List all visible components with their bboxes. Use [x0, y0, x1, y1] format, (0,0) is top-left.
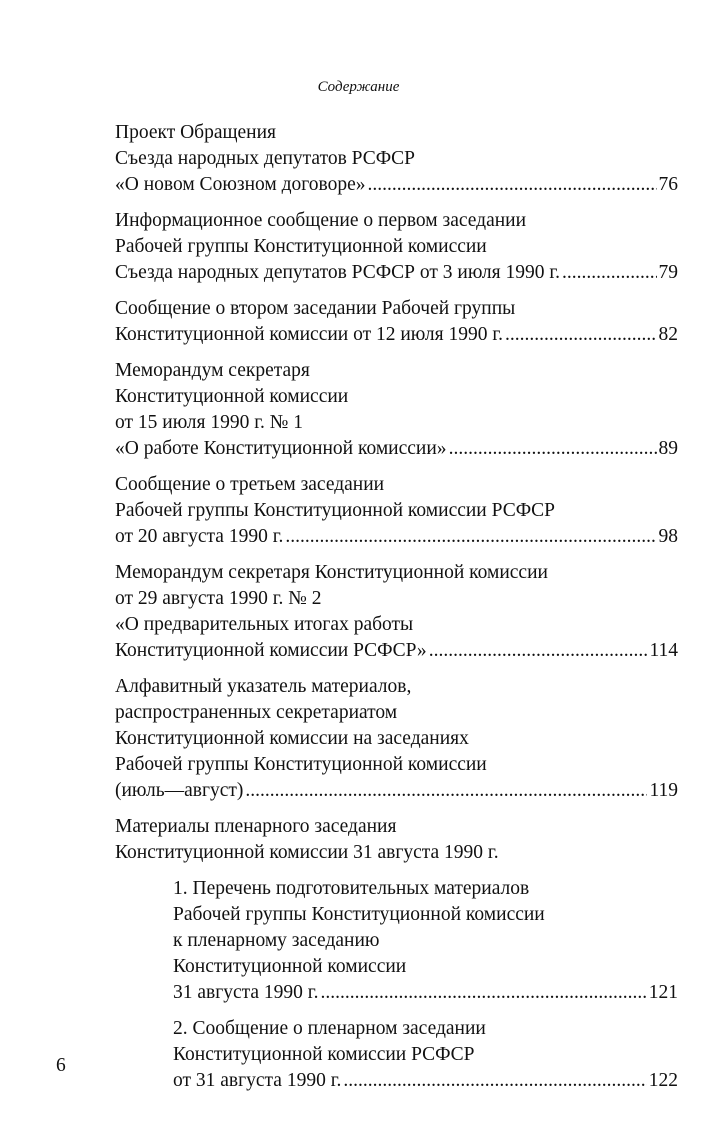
toc-entry — [115, 560, 678, 664]
entry-leader-line — [115, 778, 678, 804]
entry-line: 1. Перечень подготовительных материалов — [173, 878, 530, 899]
entry-page-number: 89 — [658, 438, 678, 459]
dot-leader — [505, 322, 656, 348]
entry-line: от 31 августа 1990 г. — [173, 1070, 342, 1091]
entry-line: Меморандум секретаря — [115, 360, 310, 381]
entry-leader-line — [115, 436, 678, 462]
entry-line: Сообщение о втором заседании Рабочей группы — [115, 298, 516, 319]
toc-subentry — [173, 876, 678, 1006]
dot-leader — [429, 638, 648, 664]
entry-line: Алфавитный указатель материалов, — [115, 676, 412, 697]
entry-leader-line — [115, 172, 678, 198]
entry-line: «О новом Союзном договоре» — [115, 174, 366, 195]
toc-entry — [115, 208, 678, 286]
entry-leader-line — [115, 260, 678, 286]
dot-leader — [343, 1068, 646, 1094]
entry-line: распространенных секретариатом — [115, 702, 398, 723]
entry-line: Съезда народных депутатов РСФСР от 3 июля 1990 г. — [115, 262, 561, 283]
toc-entry — [115, 120, 678, 198]
entry-leader-line — [173, 1068, 678, 1094]
entry-line: Конституционной комиссии — [115, 386, 349, 407]
entry-page-number: 121 — [648, 982, 678, 1003]
entry-page-number: 98 — [658, 526, 678, 547]
toc-entry — [115, 472, 678, 550]
entry-line: «О предварительных итогах работы — [115, 614, 414, 635]
dot-leader — [368, 172, 657, 198]
entry-line: Материалы пленарного заседания — [115, 816, 397, 837]
entry-line: «О работе Конституционной комиссии» — [115, 438, 447, 459]
entry-line: Сообщение о третьем заседании — [115, 474, 385, 495]
entry-line: Конституционной комиссии РСФСР — [173, 1044, 475, 1065]
entry-leader-line — [115, 638, 678, 664]
entry-line: Конституционной комиссии 31 августа 1990 г. — [115, 842, 499, 863]
entry-leader-line — [115, 524, 678, 550]
entry-line: Рабочей группы Конституционной комиссии — [173, 904, 545, 925]
entry-line: Конституционной комиссии РСФСР» — [115, 640, 427, 661]
entry-page-number: 82 — [658, 324, 678, 345]
dot-leader — [320, 980, 646, 1006]
entry-line: 31 августа 1990 г. — [173, 982, 319, 1003]
toc-entry — [115, 358, 678, 462]
entry-page-number: 79 — [658, 262, 678, 283]
entry-line: Конституционной комиссии от 12 июля 1990 г. — [115, 324, 504, 345]
entry-leader-line — [173, 980, 678, 1006]
entry-leader-line — [115, 322, 678, 348]
entry-line: 2. Сообщение о пленарном заседании — [173, 1018, 486, 1039]
table-of-contents — [115, 120, 678, 1104]
entry-line: Меморандум секретаря Конституционной комиссии — [115, 562, 548, 583]
entry-page-number: 76 — [658, 174, 678, 195]
toc-subentry — [173, 1016, 678, 1094]
entry-line: Рабочей группы Конституционной комиссии — [115, 754, 487, 775]
toc-section-heading — [115, 814, 678, 866]
dot-leader — [245, 778, 647, 804]
entry-page-number: 119 — [649, 780, 678, 801]
entry-line: от 29 августа 1990 г. № 2 — [115, 588, 322, 609]
entry-line: Рабочей группы Конституционной комиссии РСФСР — [115, 500, 555, 521]
entry-page-number: 114 — [649, 640, 678, 661]
dot-leader — [285, 524, 656, 550]
entry-line: Информационное сообщение о первом заседании — [115, 210, 527, 231]
entry-line: Съезда народных депутатов РСФСР — [115, 148, 416, 169]
entry-line: Проект Обращения — [115, 122, 277, 143]
entry-line: Конституционной комиссии на заседаниях — [115, 728, 469, 749]
entry-line: от 20 августа 1990 г. — [115, 526, 284, 547]
entry-page-number: 122 — [648, 1070, 678, 1091]
entry-line: Рабочей группы Конституционной комиссии — [115, 236, 487, 257]
section-header: Содержание — [317, 79, 400, 95]
entry-line: к пленарному заседанию — [173, 930, 380, 951]
entry-line: от 15 июля 1990 г. № 1 — [115, 412, 304, 433]
page-number: 6 — [56, 1055, 66, 1076]
dot-leader — [449, 436, 657, 462]
entry-line: (июль—август) — [115, 780, 244, 801]
entry-line: Конституционной комиссии — [173, 956, 407, 977]
toc-entry — [115, 296, 678, 348]
dot-leader — [562, 260, 656, 286]
toc-entry — [115, 674, 678, 804]
